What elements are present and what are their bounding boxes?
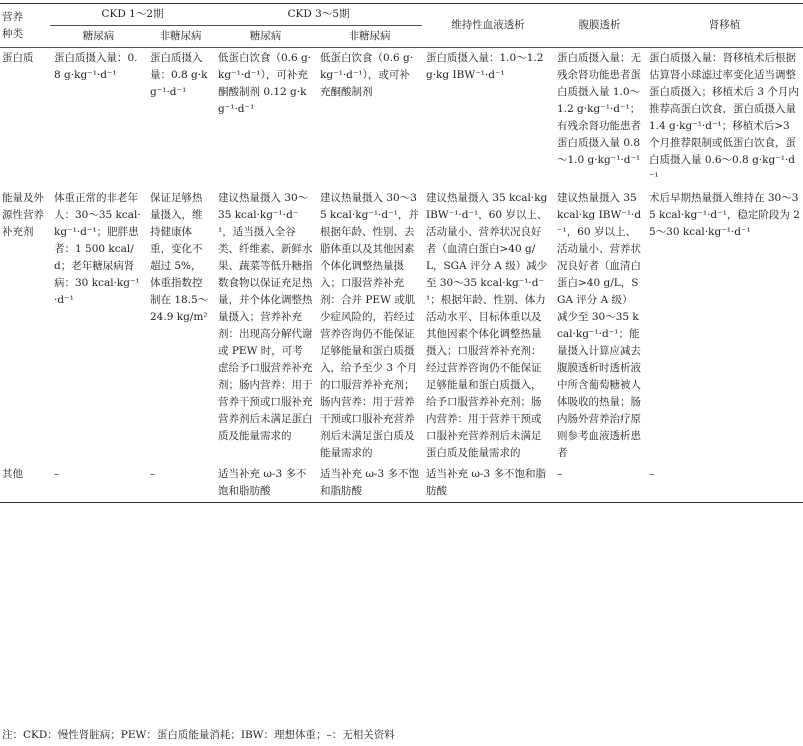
cell-energy-ckd12-nondiabetic: 保证足够热量摄入，维持健康体重，变化不超过 5%，体重指数控制在 18.5～24.9 kg/m²	[150, 192, 209, 323]
row-label: 能量及外源性营养补充剂	[2, 192, 44, 238]
row-label: 蛋白质	[2, 52, 34, 64]
cell-protein-ckd35-diabetic: 低蛋白饮食（0.6 g·kg⁻¹·d⁻¹），可补充酮酸制剂 0.12 g·kg⁻¹·d⁻¹	[218, 52, 312, 115]
cell-other-ckd12-nondiabetic: –	[150, 468, 156, 480]
header-peritoneal-dialysis: 腹膜透析	[553, 4, 645, 48]
cell-energy-peritoneal: 建议热量摄入 35 kcal·kg IBW⁻¹·d⁻¹，60 岁以上、活动量小、营养状况良好者（血清白蛋白>40 g/L，SGA 评分 A 级）减少至 30～35 kcal·kg⁻¹·d⁻¹；能量摄入计算应减去腹膜透析时透析液中所含葡萄糖被人体吸收的热量；肠内肠外营养治疗原则参考血液透析患者	[557, 192, 642, 459]
header-corner: 营养 种类	[0, 4, 50, 48]
cell-energy-ckd35-nondiabetic: 建议热量摄入 30～35 kcal·kg⁻¹·d⁻¹，并根据年龄、性别、去脂体重以及其他因素个体化调整热量摄入；口服营养补充剂：合并 PEW 或肌少症风险的，若经过营养咨询仍不能保证足够能量和蛋白质摄入，给予至少 3 个月的口服营养补充剂；肠内营养：用于营养干预或口服补充营养剂后未满足蛋白质及能量需求的	[320, 192, 419, 459]
header-ckd35-diabetic: 糖尿病	[249, 30, 282, 42]
cell-other-peritoneal: –	[557, 468, 563, 480]
row-other	[0, 464, 803, 503]
cell-protein-hemodialysis: 蛋白质摄入量：1.0～1.2 g·kg IBW⁻¹·d⁻¹	[426, 52, 544, 81]
cell-protein-ckd35-nondiabetic: 低蛋白饮食（0.6 g·kg⁻¹·d⁻¹），或可补充酮酸制剂	[320, 52, 414, 98]
header-ckd12-diabetic: 糖尿病	[82, 30, 115, 42]
cell-other-ckd12-diabetic: –	[54, 468, 60, 480]
header-ckd12-nondiabetic: 非糖尿病	[159, 30, 202, 42]
nutrition-table	[0, 3, 803, 503]
cell-other-transplant: –	[649, 468, 655, 480]
cell-energy-transplant: 术后早期热量摄入维持在 30～35 kcal·kg⁻¹·d⁻¹，稳定阶段为 25～30 kcal·kg⁻¹·d⁻¹	[649, 192, 800, 238]
header-ckd35-nondiabetic: 非糖尿病	[348, 30, 391, 42]
row-label: 其他	[2, 468, 23, 480]
table-footnote: 注：CKD：慢性肾脏病；PEW：蛋白质能量消耗；IBW：理想体重；–：无相关资料	[2, 729, 395, 741]
cell-protein-ckd12-diabetic: 蛋白质摄入量：0.8 g·kg⁻¹·d⁻¹	[54, 52, 138, 81]
header-ckd12: CKD 1～2期	[50, 4, 214, 26]
cell-protein-transplant: 蛋白质摄入量：肾移植术后根据估算肾小球滤过率变化适当调整蛋白质摄入；移植术后 3 个月内推荐高蛋白饮食，蛋白质摄入量 1.4 g·kg⁻¹·d⁻¹；移植术后>3 个月推荐限制或低蛋白饮食，蛋白质摄入量 0.6～0.8 g·kg⁻¹·d⁻¹	[649, 52, 799, 183]
cell-protein-peritoneal: 蛋白质摄入量：无残余肾功能患者蛋白质摄入量 1.0～1.2 g·kg⁻¹·d⁻¹；有残余肾功能患者蛋白质摄入量 0.8～1.0 g·kg⁻¹·d⁻¹	[557, 52, 641, 166]
cell-energy-ckd35-diabetic: 建议热量摄入 30～35 kcal·kg⁻¹·d⁻¹，适当摄入全谷类、纤维素、新鲜水果、蔬菜等低升糖指数食物以保证充足热量，并个体化调整热量摄入；营养补充剂：出现高分解代谢或 PEW 时，可考虑给予口服营养补充剂；肠内营养：用于营养干预或口服补充营养剂后未满足蛋白质及能量需求的	[218, 192, 313, 442]
header-kidney-transplant: 肾移植	[645, 4, 803, 48]
header-hemodialysis: 维持性血液透析	[422, 4, 553, 48]
row-protein	[0, 48, 803, 189]
cell-other-ckd35-diabetic: 适当补充 ω-3 多不饱和脂肪酸	[218, 468, 307, 497]
cell-protein-ckd12-nondiabetic: 蛋白质摄入量：0.8 g·kg⁻¹·d⁻¹	[150, 52, 208, 98]
header-ckd35: CKD 3～5期	[214, 4, 422, 26]
cell-energy-hemodialysis: 建议热量摄入 35 kcal·kg IBW⁻¹·d⁻¹，60 岁以上、活动量小、营养状况良好者（血清白蛋白>40 g/L，SGA 评分 A 级）减少至 30～35 kcal·kg⁻¹·d⁻¹；根据年龄、性别、体力活动水平、目标体重以及其他因素个体化调整热量摄入；口服营养补充剂：经过营养咨询仍不能保证足够能量和蛋白质摄入，给予口服营养补充剂；肠内营养：用于营养干预或口服补充营养剂后未满足蛋白质及能量需求的	[426, 192, 548, 459]
cell-energy-ckd12-diabetic: 体重正常的非老年人：30～35 kcal·kg⁻¹·d⁻¹；肥胖患者：1 500 kcal/d；老年糖尿病肾病：30 kcal·kg⁻¹·d⁻¹	[54, 192, 141, 306]
row-energy	[0, 188, 803, 464]
cell-other-hemodialysis: 适当补充 ω-3 多不饱和脂肪酸	[426, 468, 546, 497]
cell-other-ckd35-nondiabetic: 适当补充 ω-3 多不饱和脂肪酸	[320, 468, 419, 497]
